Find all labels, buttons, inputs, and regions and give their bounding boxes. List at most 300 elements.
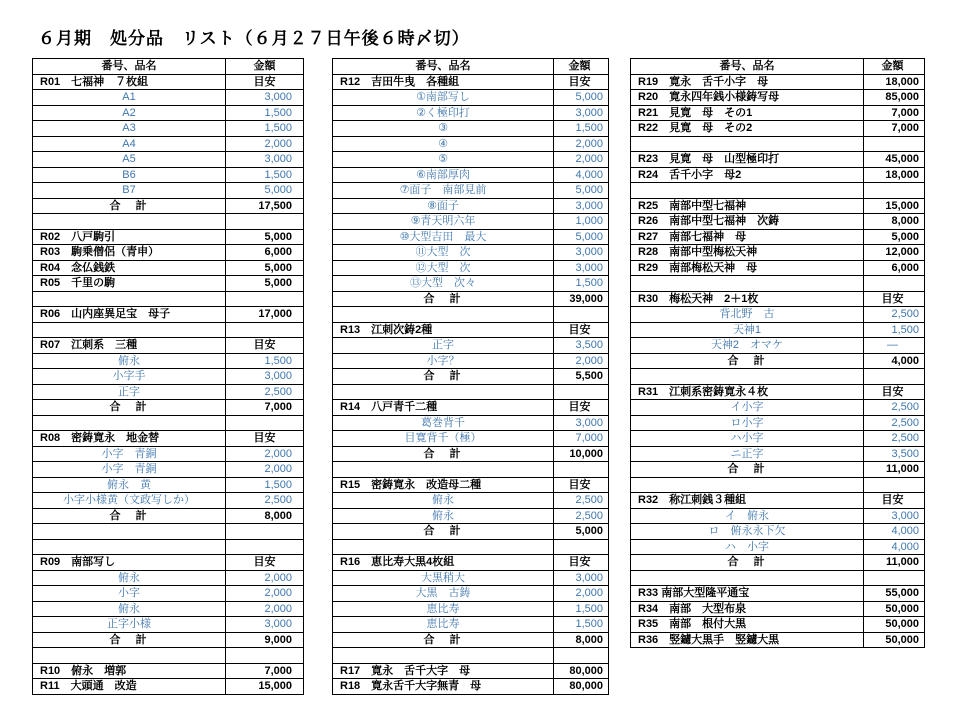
table-row [631,508,925,524]
table-row [333,136,609,152]
item-name-cell: R18 寛永舌千大字無青 母 [333,679,554,695]
table-row [33,183,304,199]
table-row [33,291,304,307]
item-name-cell: R30 梅松天神 2＋1枚 [631,291,864,307]
amount-cell: 1,500 [554,601,609,617]
amount-cell: 80,000 [554,679,609,695]
item-name-cell: 俯永 [33,353,226,369]
item-name-cell: R13 江刺次鋳2種 [333,322,554,338]
item-name-cell: R19 寛永 舌千小字 母 [631,74,864,90]
item-name-cell: 合 計 [33,400,226,416]
table-row [631,322,925,338]
table-row [333,307,609,323]
table-row [33,508,304,524]
table-row [333,431,609,447]
table-row [333,260,609,276]
table-row [333,477,609,493]
table-row [33,446,304,462]
item-name-cell [33,291,226,307]
amount-cell: 3,500 [554,338,609,354]
table-row [333,539,609,555]
table-row [333,338,609,354]
item-name-cell: 俯永 黄 [33,477,226,493]
amount-cell: 5,000 [554,229,609,245]
price-table-2 [332,58,609,695]
amount-cell: 6,000 [226,245,304,261]
amount-cell: 5,000 [226,229,304,245]
item-name-cell: R14 八戸青千二種 [333,400,554,416]
page-title: ６月期 処分品 リスト（６月２７日午後６時〆切） [38,29,470,48]
table-row [33,322,304,338]
item-name-cell: 天神2 オマケ [631,338,864,354]
item-name-cell: 小字？ [333,353,554,369]
amount-cell: 7,000 [864,105,925,121]
table-row [333,570,609,586]
table-row [33,570,304,586]
amount-cell: 39,000 [554,291,609,307]
amount-cell: 5,500 [554,369,609,385]
item-name-cell: R34 南部 大型布泉 [631,601,864,617]
amount-cell: 50,000 [864,617,925,633]
item-name-cell [33,322,226,338]
amount-cell [226,291,304,307]
table-row [333,617,609,633]
column-header-name: 番号、品名 [631,59,864,75]
table-row [333,90,609,106]
item-name-cell [631,477,864,493]
amount-cell: 2,500 [864,307,925,323]
item-name-cell [33,524,226,540]
table-row [631,121,925,137]
table-row [333,229,609,245]
item-name-cell: R07 江刺系 三種 [33,338,226,354]
item-name-cell: ⑬大型 次々 [333,276,554,292]
column-header-name: 番号、品名 [333,59,554,75]
item-name-cell: 俯永 [333,508,554,524]
table-row [33,431,304,447]
table-row [33,338,304,354]
table-row [631,369,925,385]
item-name-cell: ⑩大型吉田 最大 [333,229,554,245]
amount-cell [864,570,925,586]
table-row [33,121,304,137]
amount-cell: 2,000 [554,586,609,602]
amount-cell: 3,000 [554,198,609,214]
table-row [33,167,304,183]
table-row [33,400,304,416]
item-name-cell: R09 南部写し [33,555,226,571]
amount-cell: 1,500 [554,617,609,633]
amount-cell: 2,000 [554,152,609,168]
amount-cell: 4,000 [864,524,925,540]
amount-cell: 8,000 [226,508,304,524]
amount-cell: 5,000 [554,90,609,106]
amount-cell: 6,000 [864,260,925,276]
table-row [631,214,925,230]
table-row [33,663,304,679]
amount-cell: 3,000 [864,508,925,524]
table-row [631,338,925,354]
item-name-cell: ③ [333,121,554,137]
table-row [333,74,609,90]
table-row [33,679,304,695]
table-row [631,353,925,369]
table-row [333,167,609,183]
table-row [333,291,609,307]
item-name-cell: R24 舌千小字 母2 [631,167,864,183]
table-row [631,555,925,571]
amount-cell: 3,000 [554,415,609,431]
table-row [631,477,925,493]
amount-cell: 4,000 [864,539,925,555]
amount-cell: 17,000 [226,307,304,323]
item-name-cell: 恵比寿 [333,601,554,617]
table-row [333,276,609,292]
table-row [33,214,304,230]
item-name-cell: ②く極印打 [333,105,554,121]
table-row [33,245,304,261]
table-row [333,198,609,214]
item-name-cell: 合 計 [333,446,554,462]
amount-cell: 目安 [864,384,925,400]
table-row [33,152,304,168]
item-name-cell: 合 計 [33,632,226,648]
table-row [333,632,609,648]
item-name-cell: R22 見寛 母 その2 [631,121,864,137]
table-row [333,663,609,679]
table-row [631,183,925,199]
item-name-cell: 小字 青銅 [33,446,226,462]
table-row [631,90,925,106]
amount-cell: 5,000 [864,229,925,245]
item-name-cell: ⑥南部厚肉 [333,167,554,183]
item-name-cell [631,570,864,586]
table-row [333,400,609,416]
item-name-cell: R15 密鋳寛永 改造母二種 [333,477,554,493]
amount-cell: 50,000 [864,632,925,648]
item-name-cell: 合 計 [333,291,554,307]
table-row [33,477,304,493]
amount-cell: 1,500 [226,477,304,493]
item-name-cell: A1 [33,90,226,106]
amount-cell [864,136,925,152]
amount-cell: 目安 [554,477,609,493]
item-name-cell: イ小字 [631,400,864,416]
table-row [33,617,304,633]
table-row [631,74,925,90]
item-name-cell: R08 密鋳寛永 地金替 [33,431,226,447]
table-row [631,524,925,540]
table-row [631,167,925,183]
amount-cell: 1,500 [554,121,609,137]
amount-cell: 3,000 [554,570,609,586]
table-header-row [631,59,925,75]
amount-cell [226,415,304,431]
item-name-cell: 小字手 [33,369,226,385]
table-row [333,601,609,617]
table-row [333,353,609,369]
item-name-cell: 正字小様 [33,617,226,633]
table-row [631,400,925,416]
table-row [33,601,304,617]
item-name-cell: R33 南部大型隆平通宝 [631,586,864,602]
amount-cell: 2,500 [864,415,925,431]
amount-cell [226,539,304,555]
amount-cell: 3,000 [554,260,609,276]
table-row [333,508,609,524]
item-name-cell: 小字 [33,586,226,602]
table-row [33,369,304,385]
item-name-cell: R10 俯永 増郭 [33,663,226,679]
table-row [333,105,609,121]
amount-cell: 45,000 [864,152,925,168]
item-name-cell: ⑧面子 [333,198,554,214]
amount-cell: 目安 [226,555,304,571]
item-name-cell: R02 八戸駒引 [33,229,226,245]
column-header-amount: 金額 [226,59,304,75]
table-row [631,384,925,400]
amount-cell: 3,000 [226,152,304,168]
price-table-1 [32,58,304,695]
amount-cell: 2,000 [554,353,609,369]
table-row [333,384,609,400]
table-row [631,198,925,214]
item-name-cell: R20 寛永四年銭小様鋳写母 [631,90,864,106]
table-header-row [33,59,304,75]
amount-cell: 11,000 [864,555,925,571]
table-row [333,524,609,540]
table-row [333,245,609,261]
amount-cell [226,214,304,230]
item-name-cell: ⑤ [333,152,554,168]
amount-cell: 2,000 [226,462,304,478]
item-name-cell: ⑪大型 次 [333,245,554,261]
amount-cell: 8,000 [864,214,925,230]
table-row [631,570,925,586]
amount-cell: 3,000 [554,245,609,261]
table-row [333,214,609,230]
item-name-cell: R31 江刺系密鋳寛永４枚 [631,384,864,400]
table-row [333,369,609,385]
item-name-cell: 天神1 [631,322,864,338]
amount-cell: 1,000 [554,214,609,230]
table-row [631,539,925,555]
table-row [33,555,304,571]
item-name-cell: R01 七福神 ７枚組 [33,74,226,90]
amount-cell: 3,000 [226,90,304,106]
table-row [33,353,304,369]
amount-cell: 1,500 [226,353,304,369]
table-row [631,276,925,292]
table-row [631,586,925,602]
amount-cell: 7,000 [226,663,304,679]
amount-cell: 1,500 [864,322,925,338]
item-name-cell [631,276,864,292]
item-name-cell: ①南部写し [333,90,554,106]
item-name-cell [631,183,864,199]
item-name-cell: 恵比寿 [333,617,554,633]
item-name-cell: R32 称江刺銭３種組 [631,493,864,509]
table-row [631,245,925,261]
amount-cell: 11,000 [864,462,925,478]
table-row [333,322,609,338]
table-row [33,586,304,602]
item-name-cell: A4 [33,136,226,152]
item-name-cell: ④ [333,136,554,152]
item-name-cell: 大黒 古鋳 [333,586,554,602]
amount-cell: 7,000 [864,121,925,137]
amount-cell: 55,000 [864,586,925,602]
column-header-amount: 金額 [554,59,609,75]
amount-cell: 2,500 [226,493,304,509]
table-row [33,384,304,400]
item-name-cell: 正字 [33,384,226,400]
amount-cell: 2,000 [226,601,304,617]
item-name-cell: R04 念仏銭鉄 [33,260,226,276]
table-row [33,648,304,664]
amount-cell [554,648,609,664]
item-name-cell [333,307,554,323]
amount-cell [554,539,609,555]
item-name-cell: 合 計 [631,555,864,571]
item-name-cell: ロ 俯永永下欠 [631,524,864,540]
table-row [33,493,304,509]
table-row [631,632,925,648]
amount-cell: 18,000 [864,167,925,183]
item-name-cell: R21 見寛 母 その1 [631,105,864,121]
table-row [631,291,925,307]
amount-cell: 3,500 [864,446,925,462]
amount-cell: 3,000 [226,369,304,385]
item-name-cell: B7 [33,183,226,199]
table-row [333,648,609,664]
item-name-cell [631,136,864,152]
item-name-cell [333,384,554,400]
amount-cell: 12,000 [864,245,925,261]
item-name-cell: R05 千里の駒 [33,276,226,292]
table-row [333,493,609,509]
amount-cell: 2,000 [226,446,304,462]
table-row [33,136,304,152]
item-name-cell: 俯永 [33,601,226,617]
table-row [631,601,925,617]
item-name-cell: R03 駒乗僧侶（青申） [33,245,226,261]
amount-cell: 2,000 [554,136,609,152]
item-name-cell [33,539,226,555]
item-name-cell: イ 俯永 [631,508,864,524]
item-name-cell: ハ小字 [631,431,864,447]
table-row [631,229,925,245]
table-row [631,152,925,168]
item-name-cell: ニ正字 [631,446,864,462]
amount-cell [554,307,609,323]
amount-cell: 5,000 [226,183,304,199]
amount-cell: 7,000 [226,400,304,416]
item-name-cell: 合 計 [333,632,554,648]
item-name-cell: R36 竪鑢大黒手 竪鑢大黒 [631,632,864,648]
item-name-cell: R26 南部中型七福神 次鋳 [631,214,864,230]
item-name-cell: R12 吉田牛曳 各種組 [333,74,554,90]
table-row [33,276,304,292]
table-row [33,260,304,276]
table-row [33,632,304,648]
item-name-cell: R29 南部梅松天神 母 [631,260,864,276]
item-name-cell: 俯永 [33,570,226,586]
table-row [333,446,609,462]
table-header-row [333,59,609,75]
amount-cell: 1,500 [226,121,304,137]
amount-cell: 18,000 [864,74,925,90]
amount-cell: 5,000 [554,524,609,540]
amount-cell: 50,000 [864,601,925,617]
table-row [333,679,609,695]
amount-cell: 85,000 [864,90,925,106]
amount-cell: 80,000 [554,663,609,679]
item-name-cell: A3 [33,121,226,137]
amount-cell: 3,000 [554,105,609,121]
table-row [33,415,304,431]
table-row [631,446,925,462]
amount-cell: 2,500 [554,493,609,509]
amount-cell: 目安 [226,431,304,447]
amount-cell: 5,000 [226,260,304,276]
item-name-cell: B6 [33,167,226,183]
amount-cell: 2,000 [226,586,304,602]
amount-cell: 2,500 [864,400,925,416]
table-row [631,307,925,323]
amount-cell: 2,000 [226,570,304,586]
table-row [631,431,925,447]
amount-cell: 8,000 [554,632,609,648]
column-header-name: 番号、品名 [33,59,226,75]
item-name-cell [333,539,554,555]
item-name-cell [333,462,554,478]
table-row [333,415,609,431]
amount-cell: 1,500 [226,105,304,121]
column-header-amount: 金額 [864,59,925,75]
item-name-cell: A2 [33,105,226,121]
table-row [333,121,609,137]
amount-cell: 4,000 [864,353,925,369]
table-row [333,462,609,478]
item-name-cell: 大黒稍大 [333,570,554,586]
item-name-cell: 合 計 [631,353,864,369]
table-row [631,136,925,152]
amount-cell: 2,500 [554,508,609,524]
amount-cell: 目安 [554,322,609,338]
item-name-cell: R11 大頭通 改造 [33,679,226,695]
amount-cell: 目安 [554,400,609,416]
amount-cell [864,369,925,385]
item-name-cell: 合 計 [333,369,554,385]
item-name-cell: A5 [33,152,226,168]
item-name-cell: 小字 青銅 [33,462,226,478]
table-row [631,260,925,276]
amount-cell: 15,000 [226,679,304,695]
amount-cell: 5,000 [226,276,304,292]
amount-cell: 2,000 [226,136,304,152]
amount-cell [226,524,304,540]
item-name-cell: ⑨青天明六年 [333,214,554,230]
amount-cell: 2,500 [226,384,304,400]
item-name-cell [33,415,226,431]
item-name-cell: ロ小字 [631,415,864,431]
amount-cell: 9,000 [226,632,304,648]
item-name-cell: R17 寛永 舌千大字 母 [333,663,554,679]
item-name-cell: R23 見寛 母 山型極印打 [631,152,864,168]
amount-cell: 7,000 [554,431,609,447]
item-name-cell: ⑫大型 次 [333,260,554,276]
